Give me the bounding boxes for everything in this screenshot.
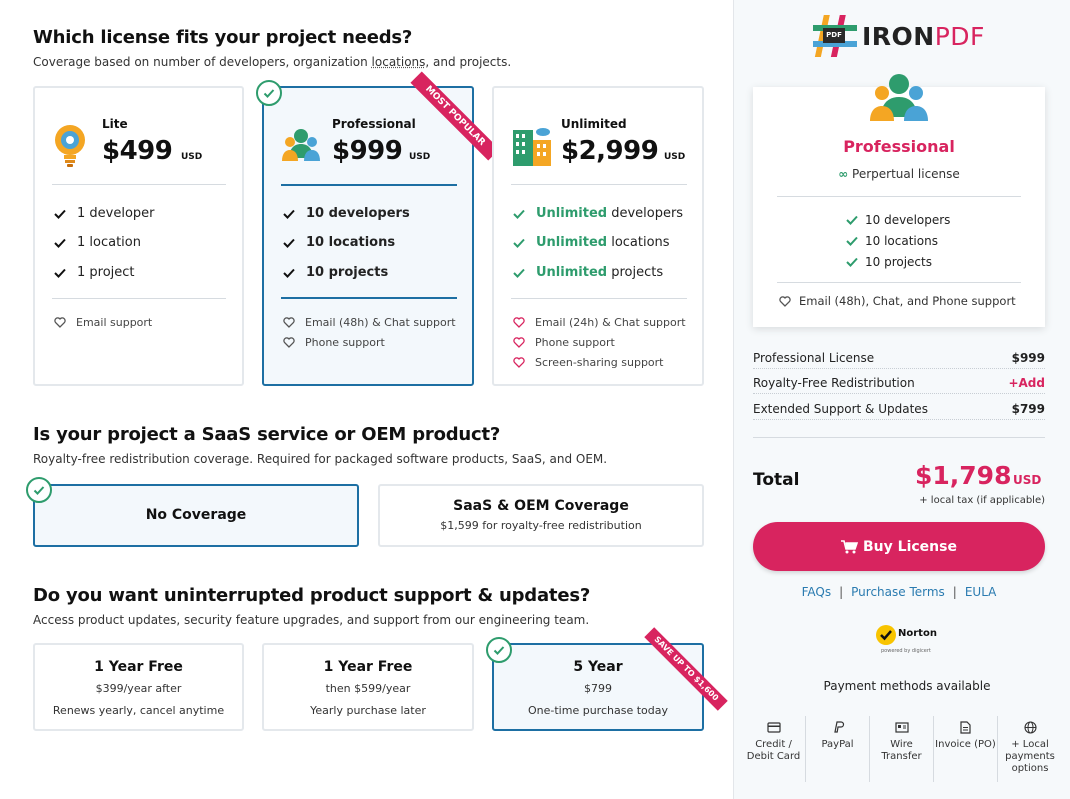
feature-item: 10 projects [283,265,388,280]
heart-icon [513,337,525,348]
support-item: Email (48h), Chat, and Phone support [779,294,1016,308]
feature-item: 1 developer [54,206,155,221]
check-icon [54,238,66,248]
feature-item: 10 projects [846,255,932,269]
plan-currency: USD [181,152,203,162]
option-detail: $799 [584,682,612,695]
tax-note: + local tax (if applicable) [919,495,1045,506]
line-extended-support: Extended Support & Updates $799 [753,402,1045,420]
option-label: No Coverage [145,507,247,523]
support-item: Screen-sharing support [513,356,664,369]
option-label: 1 Year Free [323,659,413,675]
feature-item: 10 locations [846,234,938,248]
support-item: Email (24h) & Chat support [513,316,686,329]
feature-item: 10 developers [283,206,410,221]
heart-icon [779,296,791,307]
section-support-title: Do you want uninterrupted product support & updates? [33,585,591,606]
total-price: $1,798 [915,461,1012,490]
feature-item: Unlimited developers [513,206,683,221]
section-saas-title: Is your project a SaaS service or OEM product? [33,424,501,445]
total-label: Total [753,470,800,490]
check-icon [513,238,525,248]
plan-currency: USD [664,152,686,162]
payment-local: + Local payments options [998,716,1062,782]
option-detail: $1,599 for royalty-free redistribution [440,519,642,532]
option-note: One-time purchase today [528,704,668,717]
check-icon [846,215,858,225]
section-support-subtitle: Access product updates, security feature upgrades, and support from our engineering team. [33,613,590,627]
option-detail: $399/year after [95,682,182,695]
support-item: Phone support [513,336,615,349]
wire-transfer-icon [870,718,933,736]
logo-badge: PDF [823,28,845,43]
feature-item: Unlimited projects [513,265,663,280]
locations-tooltip-link[interactable]: locations [371,55,426,69]
paypal-icon [806,718,869,736]
option-label: SaaS & OEM Coverage [453,498,629,514]
selected-check-icon [486,637,512,663]
plan-currency: USD [409,152,431,162]
logo-text-iron: IRON [862,21,935,51]
footer-links: FAQs | Purchase Terms | EULA [801,585,997,599]
logo-text-pdf: PDF [934,21,985,51]
add-redistribution-link[interactable]: +Add [1008,376,1045,390]
infinity-icon: ∞ [838,167,849,181]
option-support-1-year-later[interactable] [262,643,474,731]
credit-card-icon [742,718,805,736]
plan-card-lite[interactable] [33,86,244,386]
plan-price: $999 [332,136,403,166]
plan-name: Professional [332,117,416,131]
faqs-link[interactable]: FAQs [801,585,832,599]
heart-icon [513,317,525,328]
plan-price: $499 [102,136,173,166]
team-icon [281,128,321,162]
feature-item: 10 developers [846,213,950,227]
buildings-icon [512,124,552,166]
option-support-1-year[interactable] [33,643,244,731]
check-icon [846,236,858,246]
payment-methods-title: Payment methods available [823,679,991,693]
support-item: Phone support [283,336,385,349]
purchase-terms-link[interactable]: Purchase Terms [851,585,945,599]
payment-wire-transfer: Wire Transfer [870,716,934,782]
section-license-title: Which license fits your project needs? [33,27,413,48]
check-icon [283,238,295,248]
cart-icon [841,540,857,554]
option-no-coverage[interactable] [33,484,359,547]
heart-icon [283,337,295,348]
check-icon [846,257,858,267]
heart-icon [283,317,295,328]
option-note: Yearly purchase later [310,704,426,717]
save-ribbon: SAVE UP TO $1,600 [630,645,704,719]
plan-card-unlimited[interactable] [492,86,704,386]
option-label: 5 Year [573,659,623,675]
buy-license-button[interactable]: Buy License [753,522,1045,571]
plan-price: $2,999 [561,136,659,166]
check-icon [283,209,295,219]
feature-item: 10 locations [283,235,395,250]
invoice-icon [934,718,997,736]
option-detail: then $599/year [325,682,411,695]
payment-credit-card: Credit / Debit Card [742,716,806,782]
ironpdf-logo[interactable] [812,14,985,58]
support-item: Email (48h) & Chat support [283,316,456,329]
feature-item: 1 project [54,265,135,280]
line-professional-license: Professional License $999 [753,351,1045,369]
check-icon [513,268,525,278]
plan-name: Unlimited [561,117,627,131]
norton-badge: Norton powered by digicert [875,624,939,658]
payment-invoice: Invoice (PO) [934,716,998,782]
feature-item: 1 location [54,235,141,250]
selected-check-icon [256,80,282,106]
option-label: 1 Year Free [94,659,183,675]
selected-license-card [753,87,1045,327]
eula-link[interactable]: EULA [964,585,997,599]
check-icon [54,268,66,278]
selected-check-icon [26,477,52,503]
option-support-5-year[interactable] [492,634,721,731]
most-popular-ribbon: MOST POPULAR [392,88,474,170]
norton-check-icon [875,624,897,646]
plan-card-professional[interactable] [262,84,487,386]
line-royalty-free: Royalty-Free Redistribution +Add [753,376,1045,394]
team-icon [869,73,929,121]
heart-icon [513,357,525,368]
section-license-subtitle: Coverage based on number of developers, organization locations, and projects. [33,55,512,69]
feature-item: Unlimited locations [513,235,670,250]
check-icon [283,268,295,278]
total-currency: USD [1013,473,1042,487]
globe-icon [998,718,1062,736]
option-saas-oem-coverage[interactable] [378,484,704,547]
plan-name: Lite [102,117,128,131]
check-icon [54,209,66,219]
license-type: ∞ Perpertual license [838,167,960,181]
payment-paypal: PayPal [806,716,870,782]
heart-icon [54,317,66,328]
option-note: Renews yearly, cancel anytime [52,704,225,717]
license-name: Professional [843,137,955,156]
check-icon [513,209,525,219]
lightbulb-icon [54,124,86,168]
hash-logo-icon [812,14,858,58]
section-saas-subtitle: Royalty-free redistribution coverage. Required for packaged software products, SaaS, and OEM. [33,452,608,466]
support-item: Email support [54,316,152,329]
